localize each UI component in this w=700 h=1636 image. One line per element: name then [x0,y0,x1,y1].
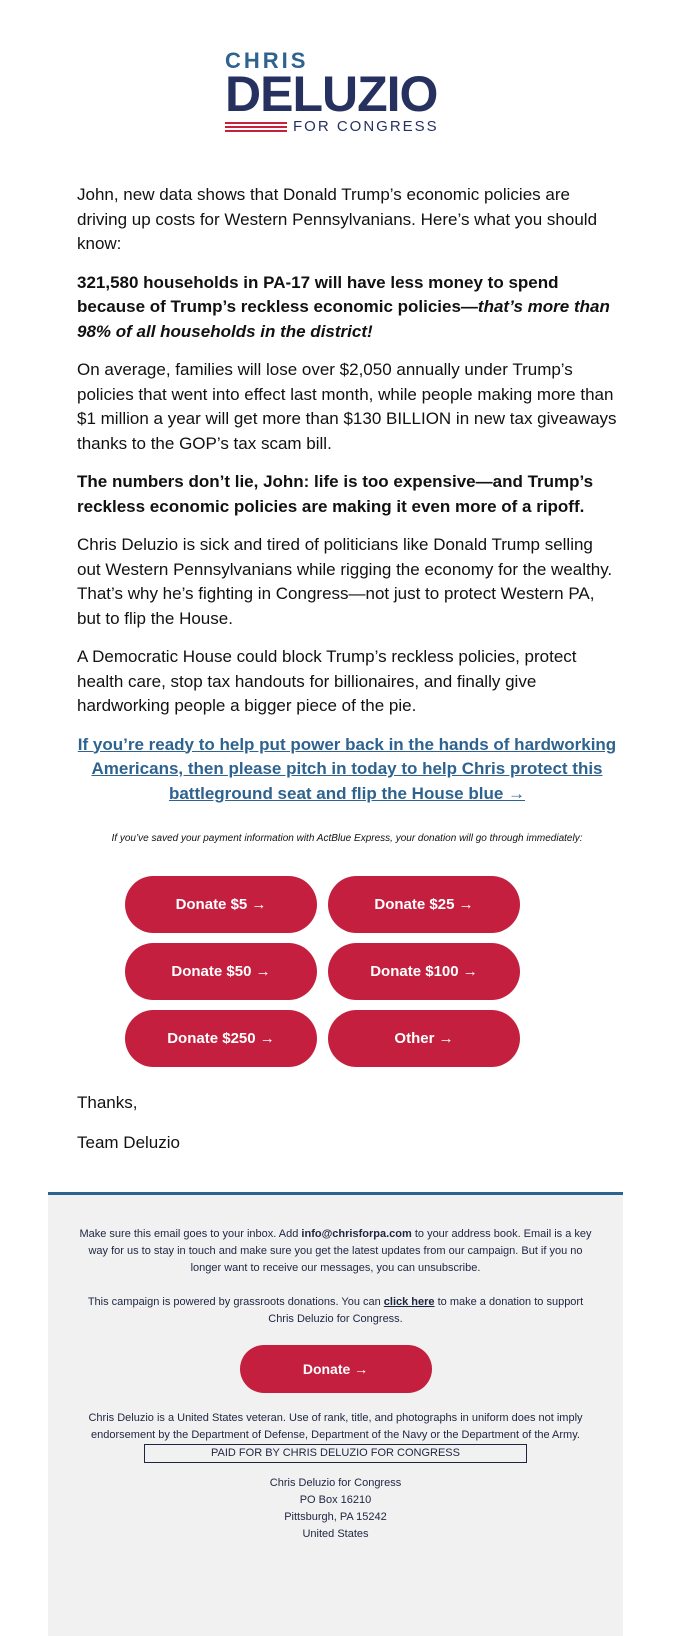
logo-first-name: CHRIS [225,48,309,73]
contact-email: info@chrisforpa.com [301,1228,412,1240]
campaign-logo [225,50,455,135]
footer [48,1192,623,1636]
donate-button-grid [125,876,520,1067]
households-bold: 321,580 households in PA-17 will have less money to spend because of Trump’s reckless economic policies— [77,272,559,316]
actblue-note: If you’ve saved your payment information with ActBlue Express, your donation will go through immediately: [111,833,583,844]
deluzio-paragraph: Chris Deluzio is sick and tired of politicians like Donald Trump selling out Western Pennsylvanians while rigging the economy for the wealthy. That’s why he’s fighting in Congress—not just to protect Western PA, but to flip the House. [77,535,613,628]
signoff-thanks: Thanks, [77,1093,138,1112]
numbers-paragraph [77,470,617,519]
intro-paragraph: John, new data shows that Donald Trump’s economic policies are driving up costs for Western Pennsylvanians. Here’s what you should know: [77,185,598,253]
logo-subtitle: FOR CONGRESS [293,118,439,135]
footer-donate-button[interactable]: Donate → [240,1345,432,1393]
households-paragraph [77,271,617,345]
inbox-notice: Make sure this email goes to your inbox. Add info@chrisforpa.com to your address book. Email is a key way for us to stay in touch and make sure you get the latest updates from our campaign. But if you no longer want to receive our messages, you can unsubscribe. [79,1228,592,1274]
donate-other-button[interactable]: Other → [328,1010,520,1067]
house-paragraph: A Democratic House could block Trump’s reckless policies, protect health care, stop tax handouts for billionaires, and finally give hardworking people a bigger piece of the pie. [77,647,577,715]
mailing-address: Chris Deluzio for Congress PO Box 16210 Pittsburgh, PA 15242 United States [269,1477,402,1540]
households-italic: that’s more than 98% of all households in the district! [77,297,610,341]
grassroots-notice: This campaign is powered by grassroots donations. You can click here to make a donation to support Chris Deluzio for Congress. [87,1296,584,1325]
click-here-link[interactable]: click here [383,1296,435,1308]
paid-for-box: PAID FOR BY CHRIS DELUZIO FOR CONGRESS [144,1444,527,1463]
logo-last-name: DELUZIO [225,66,438,122]
signoff-team: Team Deluzio [77,1133,180,1152]
numbers-bold: The numbers don’t lie, John: life is too expensive—and Trump’s reckless economic policies are making it even more of a ripoff. [77,472,594,516]
donate-250-button[interactable]: Donate $250 → [125,1010,317,1067]
donate-50-button[interactable]: Donate $50 → [125,943,317,1000]
donate-5-button[interactable]: Donate $5 → [125,876,317,933]
donate-25-button[interactable]: Donate $25 → [328,876,520,933]
stripes-icon [225,120,287,134]
donate-cta-link[interactable]: If you’re ready to help put power back in the hands of hardworking Americans, then please pitch in today to help Chris protect this battleground seat and flip the House blue → [77,734,617,803]
donate-100-button[interactable]: Donate $100 → [328,943,520,1000]
veteran-disclaimer: Chris Deluzio is a United States veteran. Use of rank, title, and photographs in uniform does not imply endorsement by the Department of Defense, Department of the Navy or the Department of the Army. [88,1412,583,1441]
average-paragraph: On average, families will lose over $2,050 annually under Trump’s policies that went into effect last month, while people making more than $1 million a year will get more than $130 BILLION in new tax giveaways thanks to the GOP’s tax scam bill. [77,360,617,453]
email-body [77,183,617,846]
